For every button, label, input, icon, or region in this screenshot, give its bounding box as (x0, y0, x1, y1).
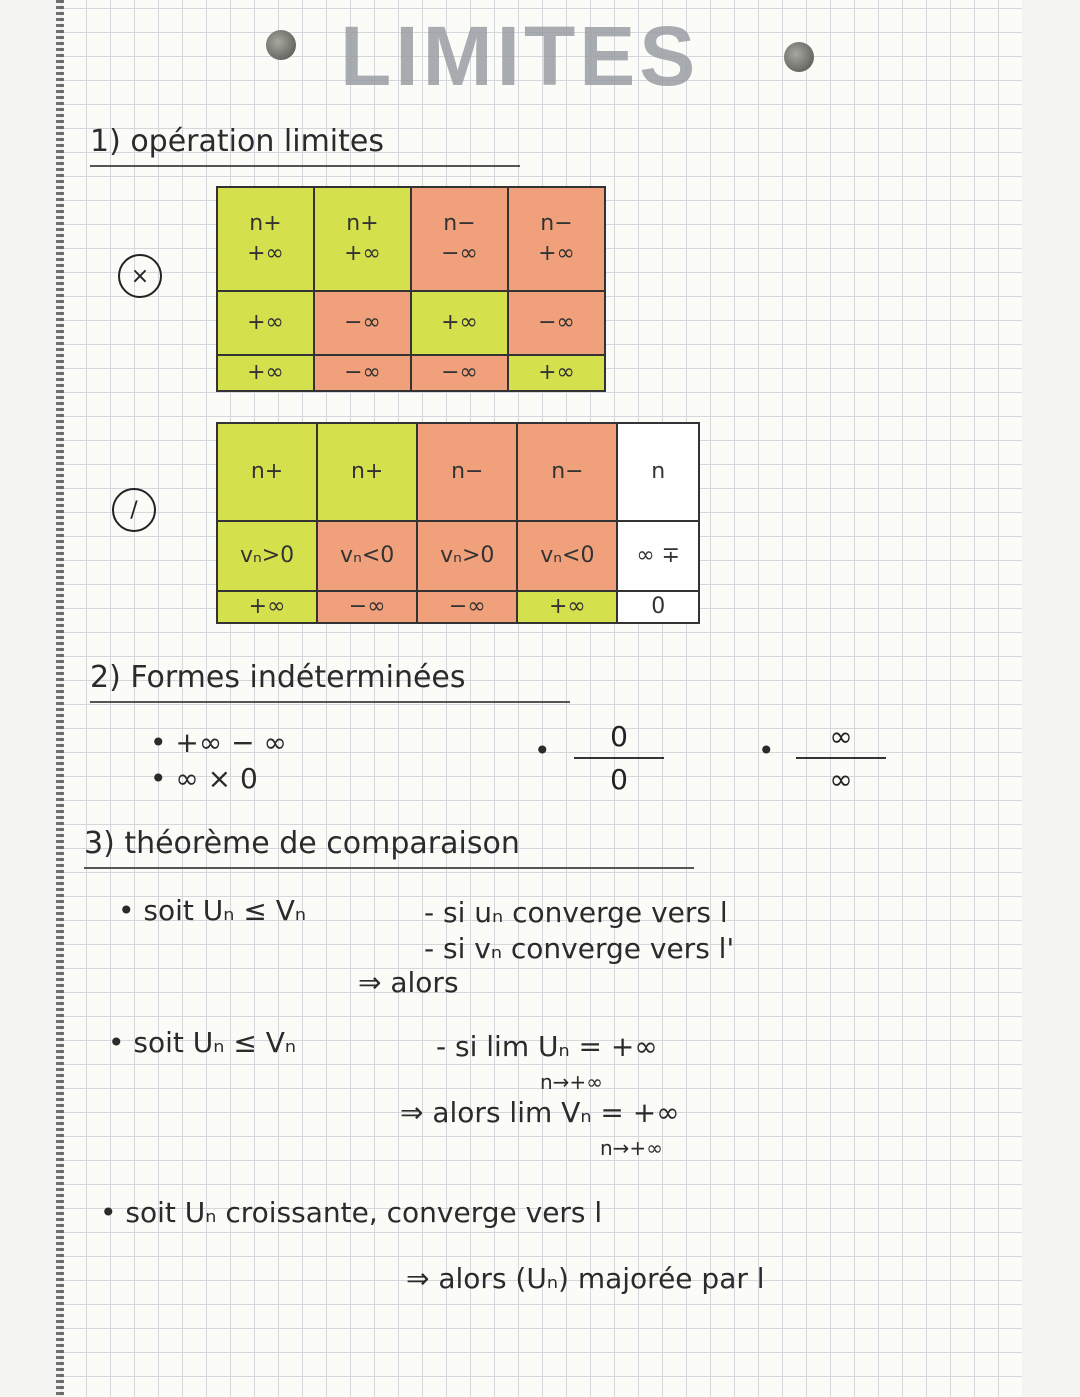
title-dot-right-icon (784, 42, 814, 72)
multiply-icon: × (118, 254, 162, 298)
table-cell: n (617, 423, 699, 521)
divide-icon: / (112, 488, 156, 532)
multiplication-table (216, 186, 606, 392)
table-cell: vₙ>0 (417, 521, 517, 591)
table-cell: −∞ (411, 355, 508, 391)
frac2-numerator: ∞ (796, 720, 886, 759)
comparison-2-conclusion: ⇒ alors lim Vₙ = +∞ (400, 1096, 680, 1129)
table-cell: −∞ (314, 291, 411, 355)
comparison-2-condition-subscript: n→+∞ (540, 1070, 603, 1094)
indeterminate-form-zero-over-zero (574, 720, 664, 796)
frac1-denominator: 0 (610, 763, 628, 796)
table-cell: +∞ (411, 291, 508, 355)
comparison-2-conclusion-subscript: n→+∞ (600, 1136, 663, 1160)
table-cell: ∞ ∓ (617, 521, 699, 591)
indeterminate-form-product: • ∞ × 0 (150, 762, 258, 795)
table-cell: n+ +∞ (217, 187, 314, 291)
spiral-binding (56, 0, 64, 1397)
table-cell: +∞ (508, 355, 605, 391)
page-title: LIMITES (340, 9, 700, 103)
frac2-bullet: • (758, 734, 775, 767)
indeterminate-form-inf-over-inf (796, 720, 886, 796)
table-cell: 0 (617, 591, 699, 623)
section-1-heading: 1) opération limites (90, 124, 520, 167)
table-cell: +∞ (217, 591, 317, 623)
table-cell: vₙ>0 (217, 521, 317, 591)
frac1-numerator: 0 (574, 720, 664, 759)
table-cell: n+ +∞ (314, 187, 411, 291)
section-3-heading: 3) théorème de comparaison (84, 826, 694, 869)
division-table (216, 422, 700, 624)
table-cell: +∞ (217, 355, 314, 391)
frac1-bullet: • (534, 734, 551, 767)
table-row (217, 291, 605, 355)
table-cell: n+ (217, 423, 317, 521)
comparison-1-condition-2: - si vₙ converge vers l' (424, 932, 735, 965)
table-cell: n− −∞ (411, 187, 508, 291)
table-cell: +∞ (217, 291, 314, 355)
title-dot-left-icon (266, 30, 296, 60)
table-cell: n− (417, 423, 517, 521)
table-cell: −∞ (314, 355, 411, 391)
comparison-2-hypothesis: • soit Uₙ ≤ Vₙ (108, 1026, 297, 1059)
comparison-1-hypothesis: • soit Uₙ ≤ Vₙ (118, 894, 307, 927)
indeterminate-form-sum: • +∞ − ∞ (150, 726, 287, 759)
table-cell: n+ (317, 423, 417, 521)
comparison-2-condition: - si lim Uₙ = +∞ (436, 1030, 658, 1063)
table-cell: −∞ (417, 591, 517, 623)
table-row (217, 355, 605, 391)
table-row (217, 187, 605, 291)
comparison-1-conclusion: ⇒ alors (358, 966, 459, 999)
comparison-1-condition-1: - si uₙ converge vers l (424, 896, 728, 929)
table-cell: n− (517, 423, 617, 521)
table-cell: +∞ (517, 591, 617, 623)
table-cell: −∞ (317, 591, 417, 623)
table-cell: vₙ<0 (317, 521, 417, 591)
comparison-3-hypothesis: • soit Uₙ croissante, converge vers l (100, 1196, 603, 1229)
table-cell: −∞ (508, 291, 605, 355)
table-cell: n− +∞ (508, 187, 605, 291)
table-cell: vₙ<0 (517, 521, 617, 591)
section-2-heading: 2) Formes indéterminées (90, 660, 570, 703)
table-row (217, 521, 699, 591)
frac2-denominator: ∞ (829, 763, 853, 796)
comparison-3-conclusion: ⇒ alors (Uₙ) majorée par l (406, 1262, 765, 1295)
table-row (217, 423, 699, 521)
table-row (217, 591, 699, 623)
